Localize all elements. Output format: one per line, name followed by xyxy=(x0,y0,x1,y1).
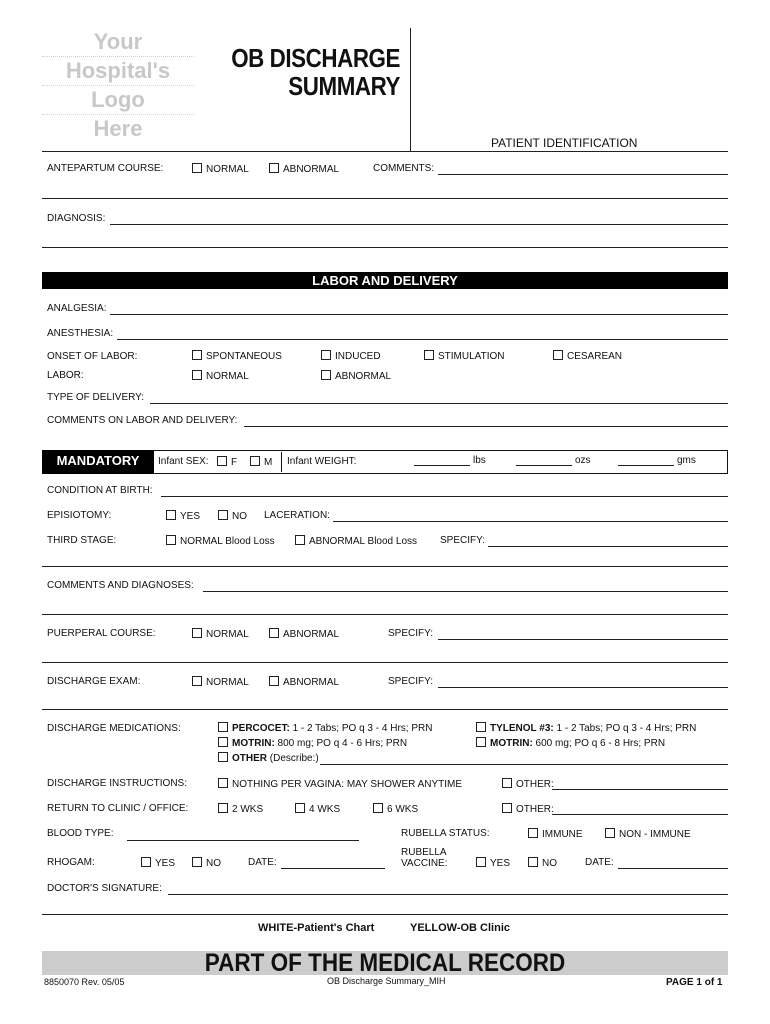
option-label: M xyxy=(264,457,273,468)
header-divider xyxy=(410,28,411,151)
discharge-exam-label: DISCHARGE EXAM: xyxy=(47,676,141,687)
med-other-option[interactable] xyxy=(218,752,319,764)
checkbox[interactable] xyxy=(424,350,434,360)
checkbox[interactable] xyxy=(269,676,279,686)
vaccine-date-label: DATE: xyxy=(585,857,614,868)
option-label: NO xyxy=(542,858,557,869)
option-label: SPONTANEOUS xyxy=(206,351,282,362)
weight-ozs-field[interactable] xyxy=(516,465,572,466)
option-label: ABNORMAL xyxy=(283,164,340,175)
checkbox[interactable] xyxy=(553,350,563,360)
rubella-vaccine-line2: VACCINE: xyxy=(401,858,448,869)
comments-diagnoses-extra-line[interactable] xyxy=(42,614,728,615)
blood-type-label: BLOOD TYPE: xyxy=(47,828,114,839)
option-label: NO xyxy=(232,511,247,522)
med-name: OTHER xyxy=(232,753,267,764)
antepartum-extra-line[interactable] xyxy=(42,198,728,199)
return-4wks-option[interactable] xyxy=(295,803,340,815)
discharge-exam-extra-line[interactable] xyxy=(42,709,728,710)
form-title xyxy=(228,44,400,100)
option-label: NOTHING PER VAGINA: MAY SHOWER ANYTIME xyxy=(232,779,463,790)
option-label: NORMAL xyxy=(206,164,249,175)
rhogam-label: RHOGAM: xyxy=(47,857,95,868)
laceration-label: LACERATION: xyxy=(264,510,330,521)
antepartum-comments-field[interactable] xyxy=(438,174,728,175)
checkbox[interactable] xyxy=(166,535,176,545)
mandatory-divider xyxy=(281,452,282,472)
rhogam-date-label: DATE: xyxy=(248,857,277,868)
return-6wks-option[interactable] xyxy=(373,803,418,815)
logo-line: Here xyxy=(93,116,143,141)
checkbox[interactable] xyxy=(218,722,228,732)
onset-cesarean-option[interactable] xyxy=(553,350,622,362)
checkbox[interactable] xyxy=(502,778,512,788)
rubella-status-label: RUBELLA STATUS: xyxy=(401,828,490,839)
option-label: INDUCED xyxy=(335,351,381,362)
comments-labor-field[interactable] xyxy=(244,426,728,427)
checkbox[interactable] xyxy=(166,510,176,520)
vaccine-no-option[interactable] xyxy=(528,857,557,869)
antepartum-normal-option[interactable] xyxy=(192,163,249,175)
checkbox[interactable] xyxy=(250,456,260,466)
option-label: ABNORMAL Blood Loss xyxy=(309,536,418,547)
checkbox[interactable] xyxy=(321,370,331,380)
checkbox[interactable] xyxy=(528,828,538,838)
checkbox[interactable] xyxy=(269,628,279,638)
checkbox[interactable] xyxy=(192,676,202,686)
instr-nothing-per-vagina-option[interactable] xyxy=(218,778,462,790)
rhogam-yes-option[interactable] xyxy=(141,857,175,869)
antepartum-abnormal-option[interactable] xyxy=(269,163,339,175)
diagnosis-label: DIAGNOSIS: xyxy=(47,213,106,224)
option-label: 4 WKS xyxy=(309,804,341,815)
weight-gms-field[interactable] xyxy=(618,465,674,466)
puerperal-extra-line[interactable] xyxy=(42,662,728,663)
episiotomy-yes-option[interactable] xyxy=(166,510,200,522)
puerperal-specify-field[interactable] xyxy=(438,639,728,640)
checkbox[interactable] xyxy=(373,803,383,813)
option-label: STIMULATION xyxy=(438,351,505,362)
checkbox[interactable] xyxy=(476,737,486,747)
copy-white-label: WHITE-Patient's Chart xyxy=(258,922,375,934)
unit-gms: gms xyxy=(677,455,696,466)
footer-title: PART OF THE MEDICAL RECORD xyxy=(204,949,566,977)
checkbox[interactable] xyxy=(476,857,486,867)
option-label: OTHER: xyxy=(516,804,554,815)
doctors-signature-label: DOCTOR'S SIGNATURE: xyxy=(47,883,162,894)
comments-diagnoses-field[interactable] xyxy=(203,591,728,592)
analgesia-field[interactable] xyxy=(110,314,728,315)
labor-abnormal-option[interactable] xyxy=(321,370,391,382)
onset-of-labor-label: ONSET OF LABOR: xyxy=(47,351,138,362)
option-label: 6 WKS xyxy=(387,804,419,815)
discharge-exam-abnormal-option[interactable] xyxy=(269,676,339,688)
labor-normal-option[interactable] xyxy=(192,370,249,382)
type-of-delivery-field[interactable] xyxy=(150,403,728,404)
checkbox[interactable] xyxy=(269,163,279,173)
checkbox[interactable] xyxy=(218,803,228,813)
third-stage-abnormal-option[interactable] xyxy=(295,535,417,547)
checkbox[interactable] xyxy=(192,857,202,867)
blood-type-field[interactable] xyxy=(127,840,359,841)
laceration-field[interactable] xyxy=(333,521,728,522)
med-dose: 1 - 2 Tabs; PO q 3 - 4 Hrs; PRN xyxy=(289,723,433,734)
checkbox[interactable] xyxy=(192,163,202,173)
option-label: NON - IMMUNE xyxy=(619,829,691,840)
checkbox[interactable] xyxy=(295,803,305,813)
vaccine-date-field[interactable] xyxy=(618,868,728,869)
infant-weight-label: Infant WEIGHT: xyxy=(287,456,357,467)
labor-delivery-header: LABOR AND DELIVERY xyxy=(42,272,728,289)
option-label: ABNORMAL xyxy=(283,629,340,640)
option-label: NORMAL xyxy=(206,629,249,640)
logo-line: Logo xyxy=(42,86,194,115)
checkbox[interactable] xyxy=(218,752,228,762)
med-note: (Describe:) xyxy=(267,753,319,764)
puerperal-normal-option[interactable] xyxy=(192,628,249,640)
med-name: PERCOCET: xyxy=(232,723,290,734)
option-label: NORMAL Blood Loss xyxy=(180,536,275,547)
puerperal-abnormal-option[interactable] xyxy=(269,628,339,640)
vaccine-yes-option[interactable] xyxy=(476,857,510,869)
condition-at-birth-label: CONDITION AT BIRTH: xyxy=(47,485,153,496)
checkbox[interactable] xyxy=(192,370,202,380)
diagnosis-extra-line[interactable] xyxy=(42,247,728,248)
checkbox[interactable] xyxy=(141,857,151,867)
weight-lbs-field[interactable] xyxy=(414,465,470,466)
condition-at-birth-field[interactable] xyxy=(161,496,728,497)
med-other-field[interactable] xyxy=(320,764,728,765)
option-label: 2 WKS xyxy=(232,804,264,815)
option-label: NORMAL xyxy=(206,677,249,688)
header-rule xyxy=(42,151,728,152)
med-name: TYLENOL #3: xyxy=(490,723,554,734)
form-number: 8850070 Rev. 05/05 xyxy=(44,977,125,987)
rubella-immune-option[interactable] xyxy=(528,828,583,840)
patient-identification-label: PATIENT IDENTIFICATION xyxy=(491,136,638,150)
third-stage-specify-field[interactable] xyxy=(488,546,728,547)
third-stage-extra-line[interactable] xyxy=(42,566,728,567)
third-stage-normal-option[interactable] xyxy=(166,535,275,547)
episiotomy-label: EPISIOTOMY: xyxy=(47,510,112,521)
option-label: IMMUNE xyxy=(542,829,583,840)
unit-ozs: ozs xyxy=(575,455,591,466)
infant-sex-label: Infant SEX: xyxy=(158,456,209,467)
discharge-exam-specify-label: SPECIFY: xyxy=(388,676,434,687)
checkbox[interactable] xyxy=(605,828,615,838)
analgesia-label: ANALGESIA: xyxy=(47,303,107,314)
rhogam-no-option[interactable] xyxy=(192,857,221,869)
checkbox[interactable] xyxy=(295,535,305,545)
med-dose: 1 - 2 Tabs; PO q 3 - 4 Hrs; PRN xyxy=(553,723,697,734)
puerperal-course-label: PUERPERAL COURSE: xyxy=(47,628,156,639)
option-label: CESAREAN xyxy=(567,351,623,362)
logo-line: Hospital's xyxy=(42,57,194,86)
med-percocet-option[interactable] xyxy=(218,722,432,734)
antepartum-label: ANTEPARTUM COURSE: xyxy=(47,163,164,174)
option-label: ABNORMAL xyxy=(283,677,340,688)
option-label: NORMAL xyxy=(206,371,249,382)
comments-diagnoses-label: COMMENTS AND DIAGNOSES: xyxy=(47,580,194,591)
rhogam-date-field[interactable] xyxy=(281,868,385,869)
rubella-nonimmune-option[interactable] xyxy=(605,828,691,840)
onset-induced-option[interactable] xyxy=(321,350,381,362)
rubella-vaccine-label xyxy=(401,847,448,869)
rubella-vaccine-line1: RUBELLA xyxy=(401,847,447,858)
option-label: YES xyxy=(180,511,201,522)
option-label: OTHER: xyxy=(516,779,554,790)
checkbox[interactable] xyxy=(218,778,228,788)
puerperal-specify-label: SPECIFY: xyxy=(388,628,434,639)
checkbox[interactable] xyxy=(321,350,331,360)
option-label: ABNORMAL xyxy=(335,371,392,382)
logo-line: Your xyxy=(42,28,194,57)
antepartum-comments-label: COMMENTS: xyxy=(373,163,435,174)
checkbox[interactable] xyxy=(218,737,228,747)
med-motrin-800-option[interactable] xyxy=(218,737,407,749)
page-number: PAGE 1 of 1 xyxy=(666,977,723,988)
hospital-logo-placeholder xyxy=(42,28,194,143)
onset-stimulation-option[interactable] xyxy=(424,350,504,362)
infant-sex-m-option[interactable] xyxy=(250,456,272,468)
med-tylenol-option[interactable] xyxy=(476,722,696,734)
comments-labor-label: COMMENTS ON LABOR AND DELIVERY: xyxy=(47,415,238,426)
unit-lbs: lbs xyxy=(473,455,486,466)
return-other-field[interactable] xyxy=(552,814,728,815)
episiotomy-no-option[interactable] xyxy=(218,510,247,522)
anesthesia-field[interactable] xyxy=(117,339,728,340)
discharge-instructions-label: DISCHARGE INSTRUCTIONS: xyxy=(47,778,188,789)
mandatory-tab: MANDATORY xyxy=(42,450,154,474)
instr-other-field[interactable] xyxy=(552,789,728,790)
third-stage-label: THIRD STAGE: xyxy=(47,535,117,546)
form-title-line1: OB DISCHARGE xyxy=(231,43,400,73)
checkbox[interactable] xyxy=(528,857,538,867)
checkbox[interactable] xyxy=(217,456,227,466)
med-dose: 800 mg; PO q 4 - 6 Hrs; PRN xyxy=(274,738,408,749)
discharge-exam-normal-option[interactable] xyxy=(192,676,249,688)
med-name: MOTRIN: xyxy=(232,738,275,749)
third-stage-specify-label: SPECIFY: xyxy=(440,535,486,546)
checkbox[interactable] xyxy=(192,350,202,360)
med-motrin-600-option[interactable] xyxy=(476,737,665,749)
return-other-option[interactable] xyxy=(502,803,554,815)
return-to-clinic-label: RETURN TO CLINIC / OFFICE: xyxy=(47,803,189,814)
option-label: F xyxy=(231,457,238,468)
checkbox[interactable] xyxy=(218,510,228,520)
discharge-exam-specify-field[interactable] xyxy=(438,687,728,688)
med-name: MOTRIN: xyxy=(490,738,533,749)
type-of-delivery-label: TYPE OF DELIVERY: xyxy=(47,392,145,403)
copy-yellow-label: YELLOW-OB Clinic xyxy=(410,922,510,934)
checkbox[interactable] xyxy=(476,722,486,732)
checkbox[interactable] xyxy=(192,628,202,638)
onset-spontaneous-option[interactable] xyxy=(192,350,282,362)
anesthesia-label: ANESTHESIA: xyxy=(47,328,114,339)
option-label: NO xyxy=(206,858,221,869)
return-2wks-option[interactable] xyxy=(218,803,263,815)
doctors-signature-field[interactable] xyxy=(168,894,728,895)
med-dose: 600 mg; PO q 6 - 8 Hrs; PRN xyxy=(532,738,666,749)
infant-sex-f-option[interactable] xyxy=(217,456,237,468)
form-name: OB Discharge Summary_MIH xyxy=(327,976,446,986)
diagnosis-field[interactable] xyxy=(110,224,728,225)
instr-other-option[interactable] xyxy=(502,778,554,790)
option-label: YES xyxy=(490,858,511,869)
discharge-medications-label: DISCHARGE MEDICATIONS: xyxy=(47,723,181,734)
labor-label: LABOR: xyxy=(47,370,84,381)
option-label: YES xyxy=(155,858,176,869)
footer-rule xyxy=(42,914,728,915)
form-title-line2: SUMMARY xyxy=(288,71,400,101)
checkbox[interactable] xyxy=(502,803,512,813)
